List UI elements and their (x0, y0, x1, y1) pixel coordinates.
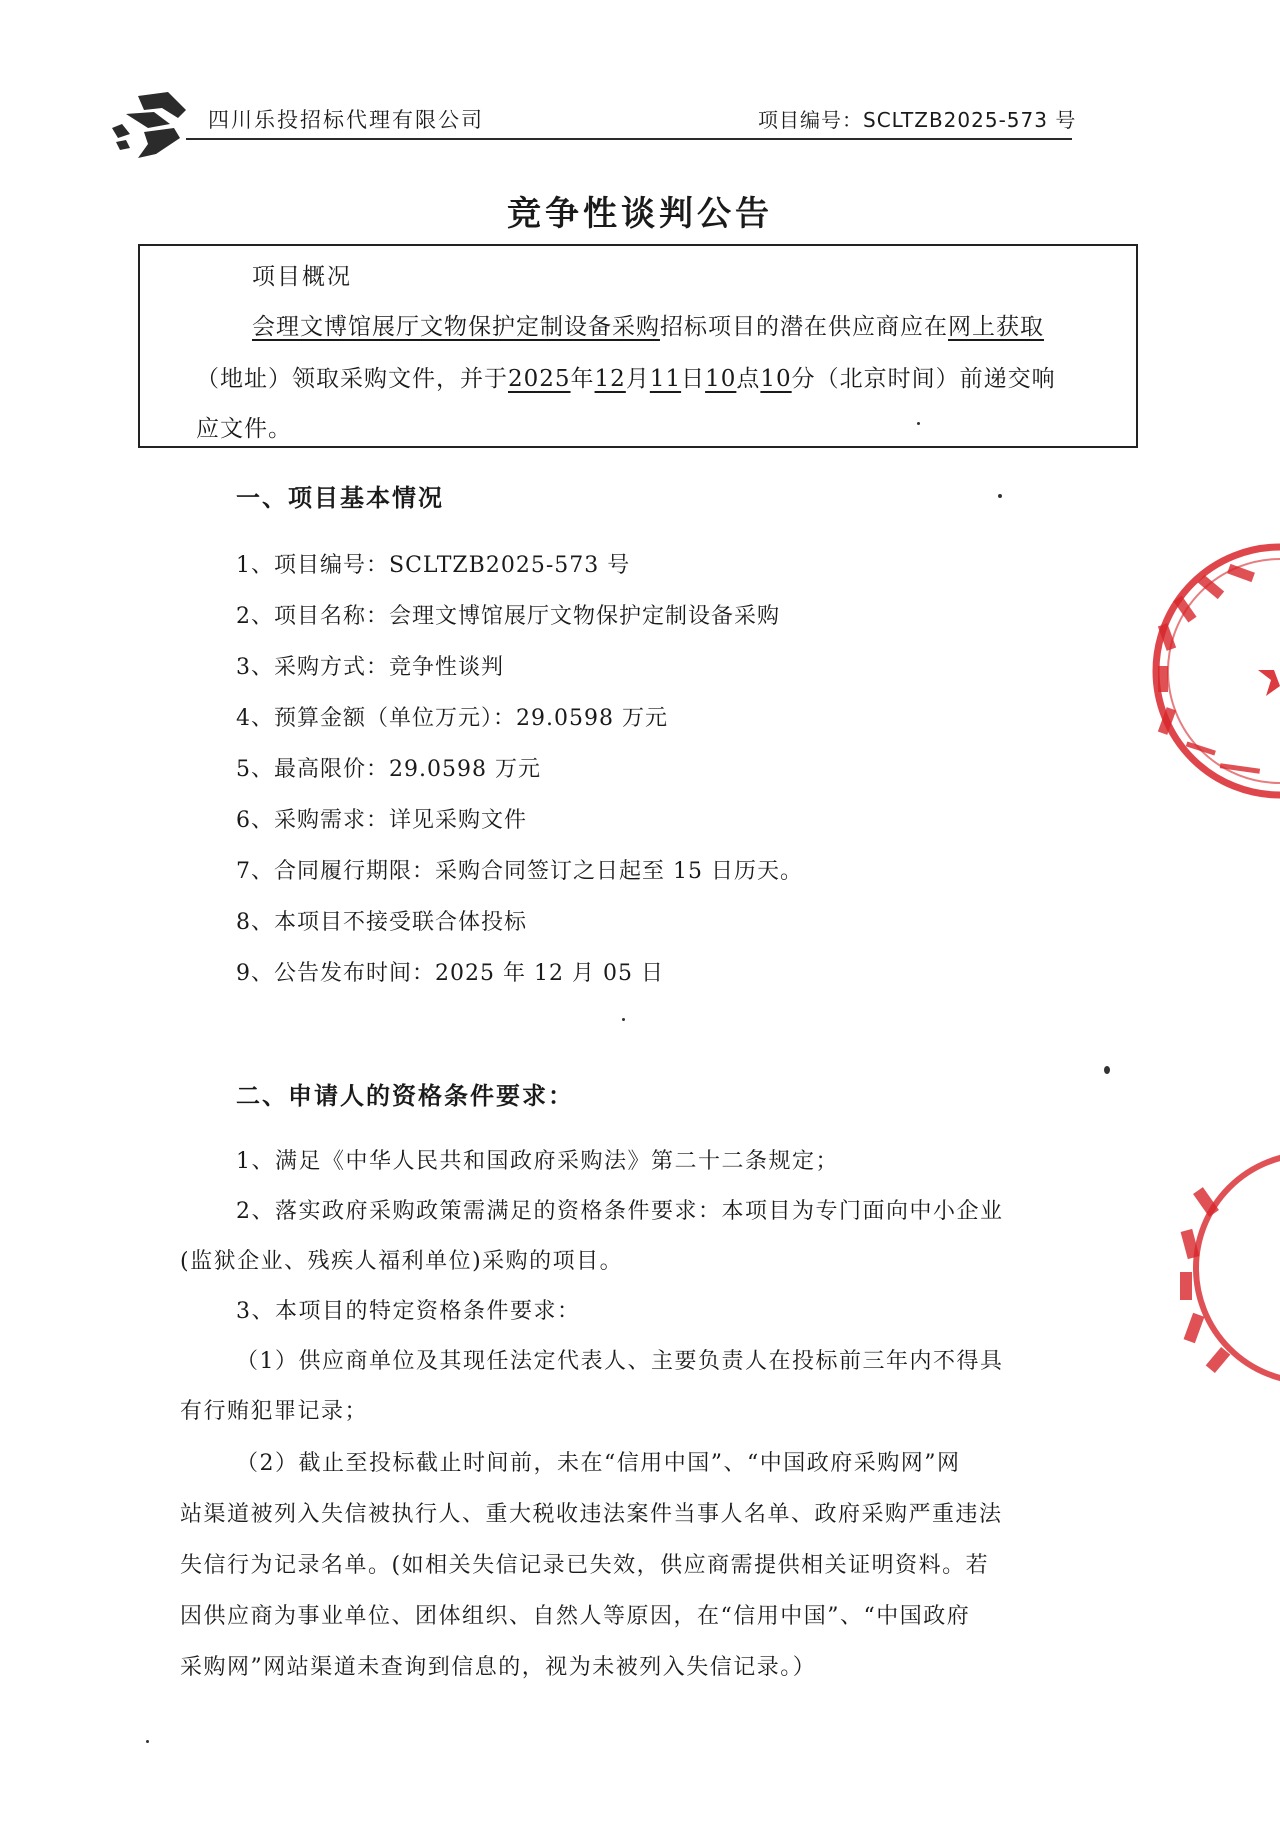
list-item: 2、项目名称：会理文博馆展厅文物保护定制设备采购 (236, 604, 780, 629)
section-1-title: 一、项目基本情况 (236, 484, 444, 512)
paragraph: 失信行为记录名单。(如相关失信记录已失效，供应商需提供相关证明资料。若 (180, 1553, 990, 1578)
paragraph: 2、落实政府采购政策需满足的资格条件要求：本项目为专门面向中小企业 (236, 1199, 1004, 1224)
list-item: 3、采购方式：竞争性谈判 (236, 655, 504, 680)
scan-speck (998, 494, 1002, 498)
deadline-minute: 10 (760, 366, 792, 392)
list-item: 6、采购需求：详见采购文件 (236, 808, 527, 833)
overview-heading: 项目概况 (252, 264, 352, 290)
header-divider (186, 138, 1072, 140)
deadline-hour: 10 (705, 366, 737, 392)
overview-line-2: （地址）领取采购文件，并于2025年12月11日10点10分（北京时间）前递交响 (196, 366, 1056, 392)
list-item: 5、最高限价：29.0598 万元 (236, 757, 541, 782)
list-item: 8、本项目不接受联合体投标 (236, 910, 527, 935)
paragraph: 站渠道被列入失信被执行人、重大税收违法案件当事人名单、政府采购严重违法 (180, 1502, 1003, 1527)
list-item: 1、项目编号：SCLTZB2025-573 号 (236, 553, 631, 578)
paragraph: (监狱企业、残疾人福利单位)采购的项目。 (180, 1249, 624, 1274)
bidding-seal-icon (1160, 1148, 1280, 1388)
overview-line-3: 应文件。 (196, 416, 292, 442)
scan-speck (917, 422, 920, 425)
official-seal-icon (1140, 536, 1280, 806)
company-name: 四川乐投招标代理有限公司 (208, 108, 484, 132)
paragraph: 采购网”网站渠道未查询到信息的，视为未被列入失信记录。） (180, 1655, 817, 1680)
overview-project-name: 会理文博馆展厅文物保护定制设备采购 (252, 314, 660, 340)
header-project-number: 项目编号：SCLTZB2025-573 号 (758, 108, 1077, 132)
scan-speck (622, 1018, 625, 1021)
company-logo-icon (108, 88, 190, 160)
document-title: 竞争性谈判公告 (507, 194, 773, 234)
paragraph: （2）截止至投标截止时间前，未在“信用中国”、“中国政府采购网”网 (236, 1451, 961, 1476)
overview-line-1: 会理文博馆展厅文物保护定制设备采购招标项目的潜在供应商应在网上获取 (252, 314, 1044, 340)
list-item: 9、公告发布时间：2025 年 12 月 05 日 (236, 961, 664, 986)
overview-box (138, 244, 1138, 448)
overview-online: 网上获取 (948, 314, 1044, 340)
section-2-title: 二、申请人的资格条件要求： (236, 1082, 574, 1110)
paragraph: 3、本项目的特定资格条件要求： (236, 1299, 581, 1324)
scan-speck (1104, 1066, 1110, 1074)
deadline-day: 11 (649, 366, 682, 392)
paragraph: 1、满足《中华人民共和国政府采购法》第二十二条规定； (236, 1149, 839, 1174)
paragraph: （1）供应商单位及其现任法定代表人、主要负责人在投标前三年内不得具 (236, 1349, 1004, 1374)
paragraph: 有行贿犯罪记录； (180, 1399, 369, 1424)
list-item: 4、预算金额（单位万元）：29.0598 万元 (236, 706, 668, 731)
paragraph: 因供应商为事业单位、团体组织、自然人等原因，在“信用中国”、“中国政府 (180, 1604, 971, 1629)
list-item: 7、合同履行期限：采购合同签订之日起至 15 日历天。 (236, 859, 803, 884)
scan-speck (146, 1740, 149, 1743)
deadline-year: 2025 (508, 366, 571, 392)
deadline-month: 12 (594, 366, 626, 392)
